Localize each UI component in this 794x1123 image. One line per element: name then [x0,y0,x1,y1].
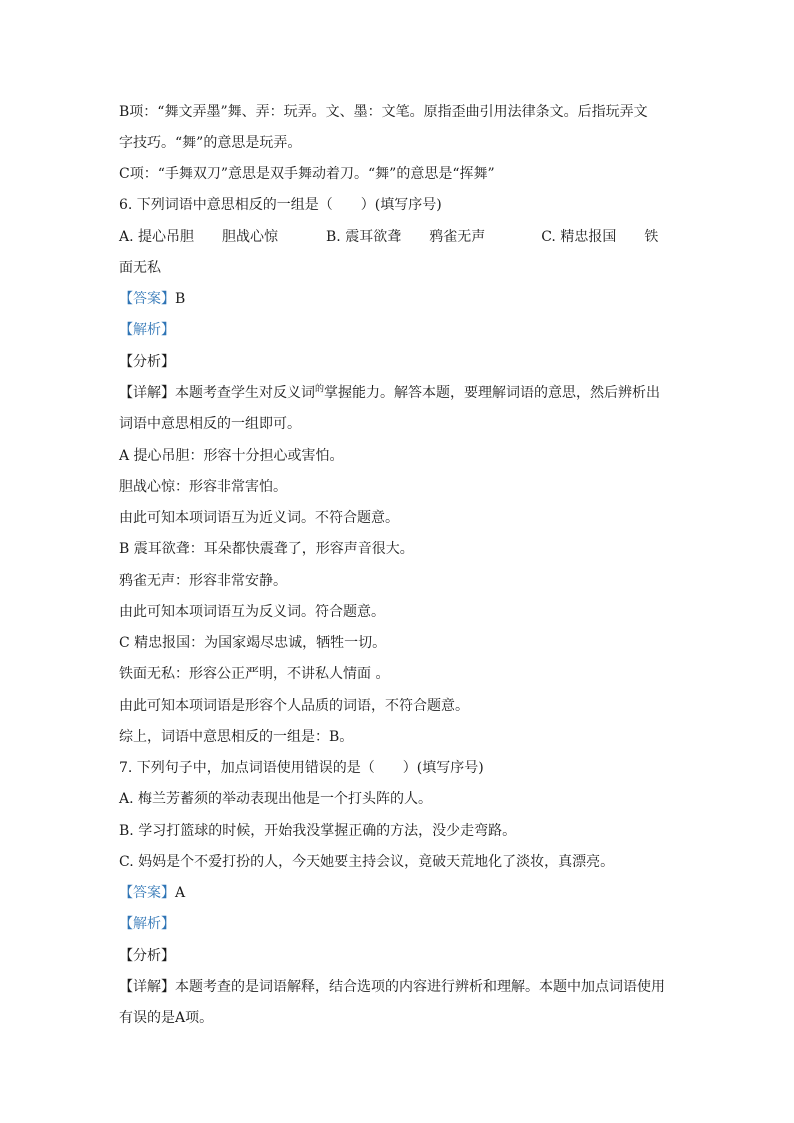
option-c: C. 精忠报国 铁 [541,229,659,245]
explanation-c-line: C项：“手舞双刀”意思是双手舞动着刀。“舞”的意思是“挥舞” [119,166,495,182]
question-7-stem: 7. 下列句子中，加点词语使用错误的是（ ）(填写序号) [119,760,484,776]
detail-line-2-q6: 词语中意思相反的一组即可。 [119,416,301,432]
answer-tag: 【答案】 [119,885,175,901]
analysis-c-2: 铁面无私：形容公正严明，不讲私人情面 。 [119,666,390,682]
answer-line-q7 [119,883,185,903]
question-7-option-a: A. 梅兰芳蓄须的举动表现出他是一个打头阵的人。 [119,791,433,807]
detail-text-post: 掌握能力。解答本题，要理解词语的意思，然后辨析出 [324,385,661,401]
question-6-stem: 6. 下列词语中意思相反的一组是（ ）(填写序号) [119,197,442,213]
analysis-c-conclusion: 由此可知本项词语是形容个人品质的词语，不符合题意。 [119,698,469,714]
detail-line-1-q6 [119,383,660,403]
explanation-b-line-2: 字技巧。“舞”的意思是玩弄。 [119,135,302,151]
explanation-b-line-1: B项：“舞文弄墨”舞、弄：玩弄。文、墨：文笔。原指歪曲引用法律条文。后指玩弄文 [119,104,648,120]
question-7-option-b: B. 学习打篮球的时候，开始我没掌握正确的方法，没少走弯路。 [119,823,517,839]
detail-line-1-q7: 【详解】本题考查的是词语解释，结合选项的内容进行辨析和理解。本题中加点词语使用 [119,979,665,995]
detail-line-2-q7: 有误的是A项。 [119,1010,214,1026]
question-6-options [119,227,658,247]
answer-value: A [175,885,186,901]
detail-text-pre: 【详解】本题考查学生对反义词 [119,385,315,401]
option-c-continued: 面无私 [119,260,161,276]
analysis-a-conclusion: 由此可知本项词语互为近义词。不符合题意。 [119,510,399,526]
fenxi-heading-q7: 【分析】 [119,948,175,964]
answer-line-q6 [119,289,185,309]
option-a: A. 提心吊胆 胆战心惊 [119,229,279,245]
option-b: B. 震耳欲聋 鸦雀无声 [326,229,486,245]
analysis-b-2: 鸦雀无声：形容非常安静。 [119,573,287,589]
question-7-option-c: C. 妈妈是个不爱打扮的人，今天她要主持会议，竟破天荒地化了淡妆，真漂亮。 [119,854,615,870]
fenxi-heading-q6: 【分析】 [119,354,175,370]
analysis-c-1: C 精忠报国：为国家竭尽忠诚，牺牲一切。 [119,635,387,651]
analysis-tag-q6: 【解析】 [119,322,175,338]
analysis-tag-q7: 【解析】 [119,916,175,932]
answer-tag: 【答案】 [119,291,175,307]
analysis-a-2: 胆战心惊：形容非常害怕。 [119,479,287,495]
answer-value: B [175,291,186,307]
summary-q6: 综上，词语中意思相反的一组是：B。 [119,729,354,745]
analysis-a-1: A 提心吊胆：形容十分担心或害怕。 [119,448,344,464]
analysis-b-conclusion: 由此可知本项词语互为反义词。符合题意。 [119,604,385,620]
analysis-b-1: B 震耳欲聋：耳朵都快震聋了，形容声音很大。 [119,541,414,557]
detail-superscript: 的 [315,384,325,395]
